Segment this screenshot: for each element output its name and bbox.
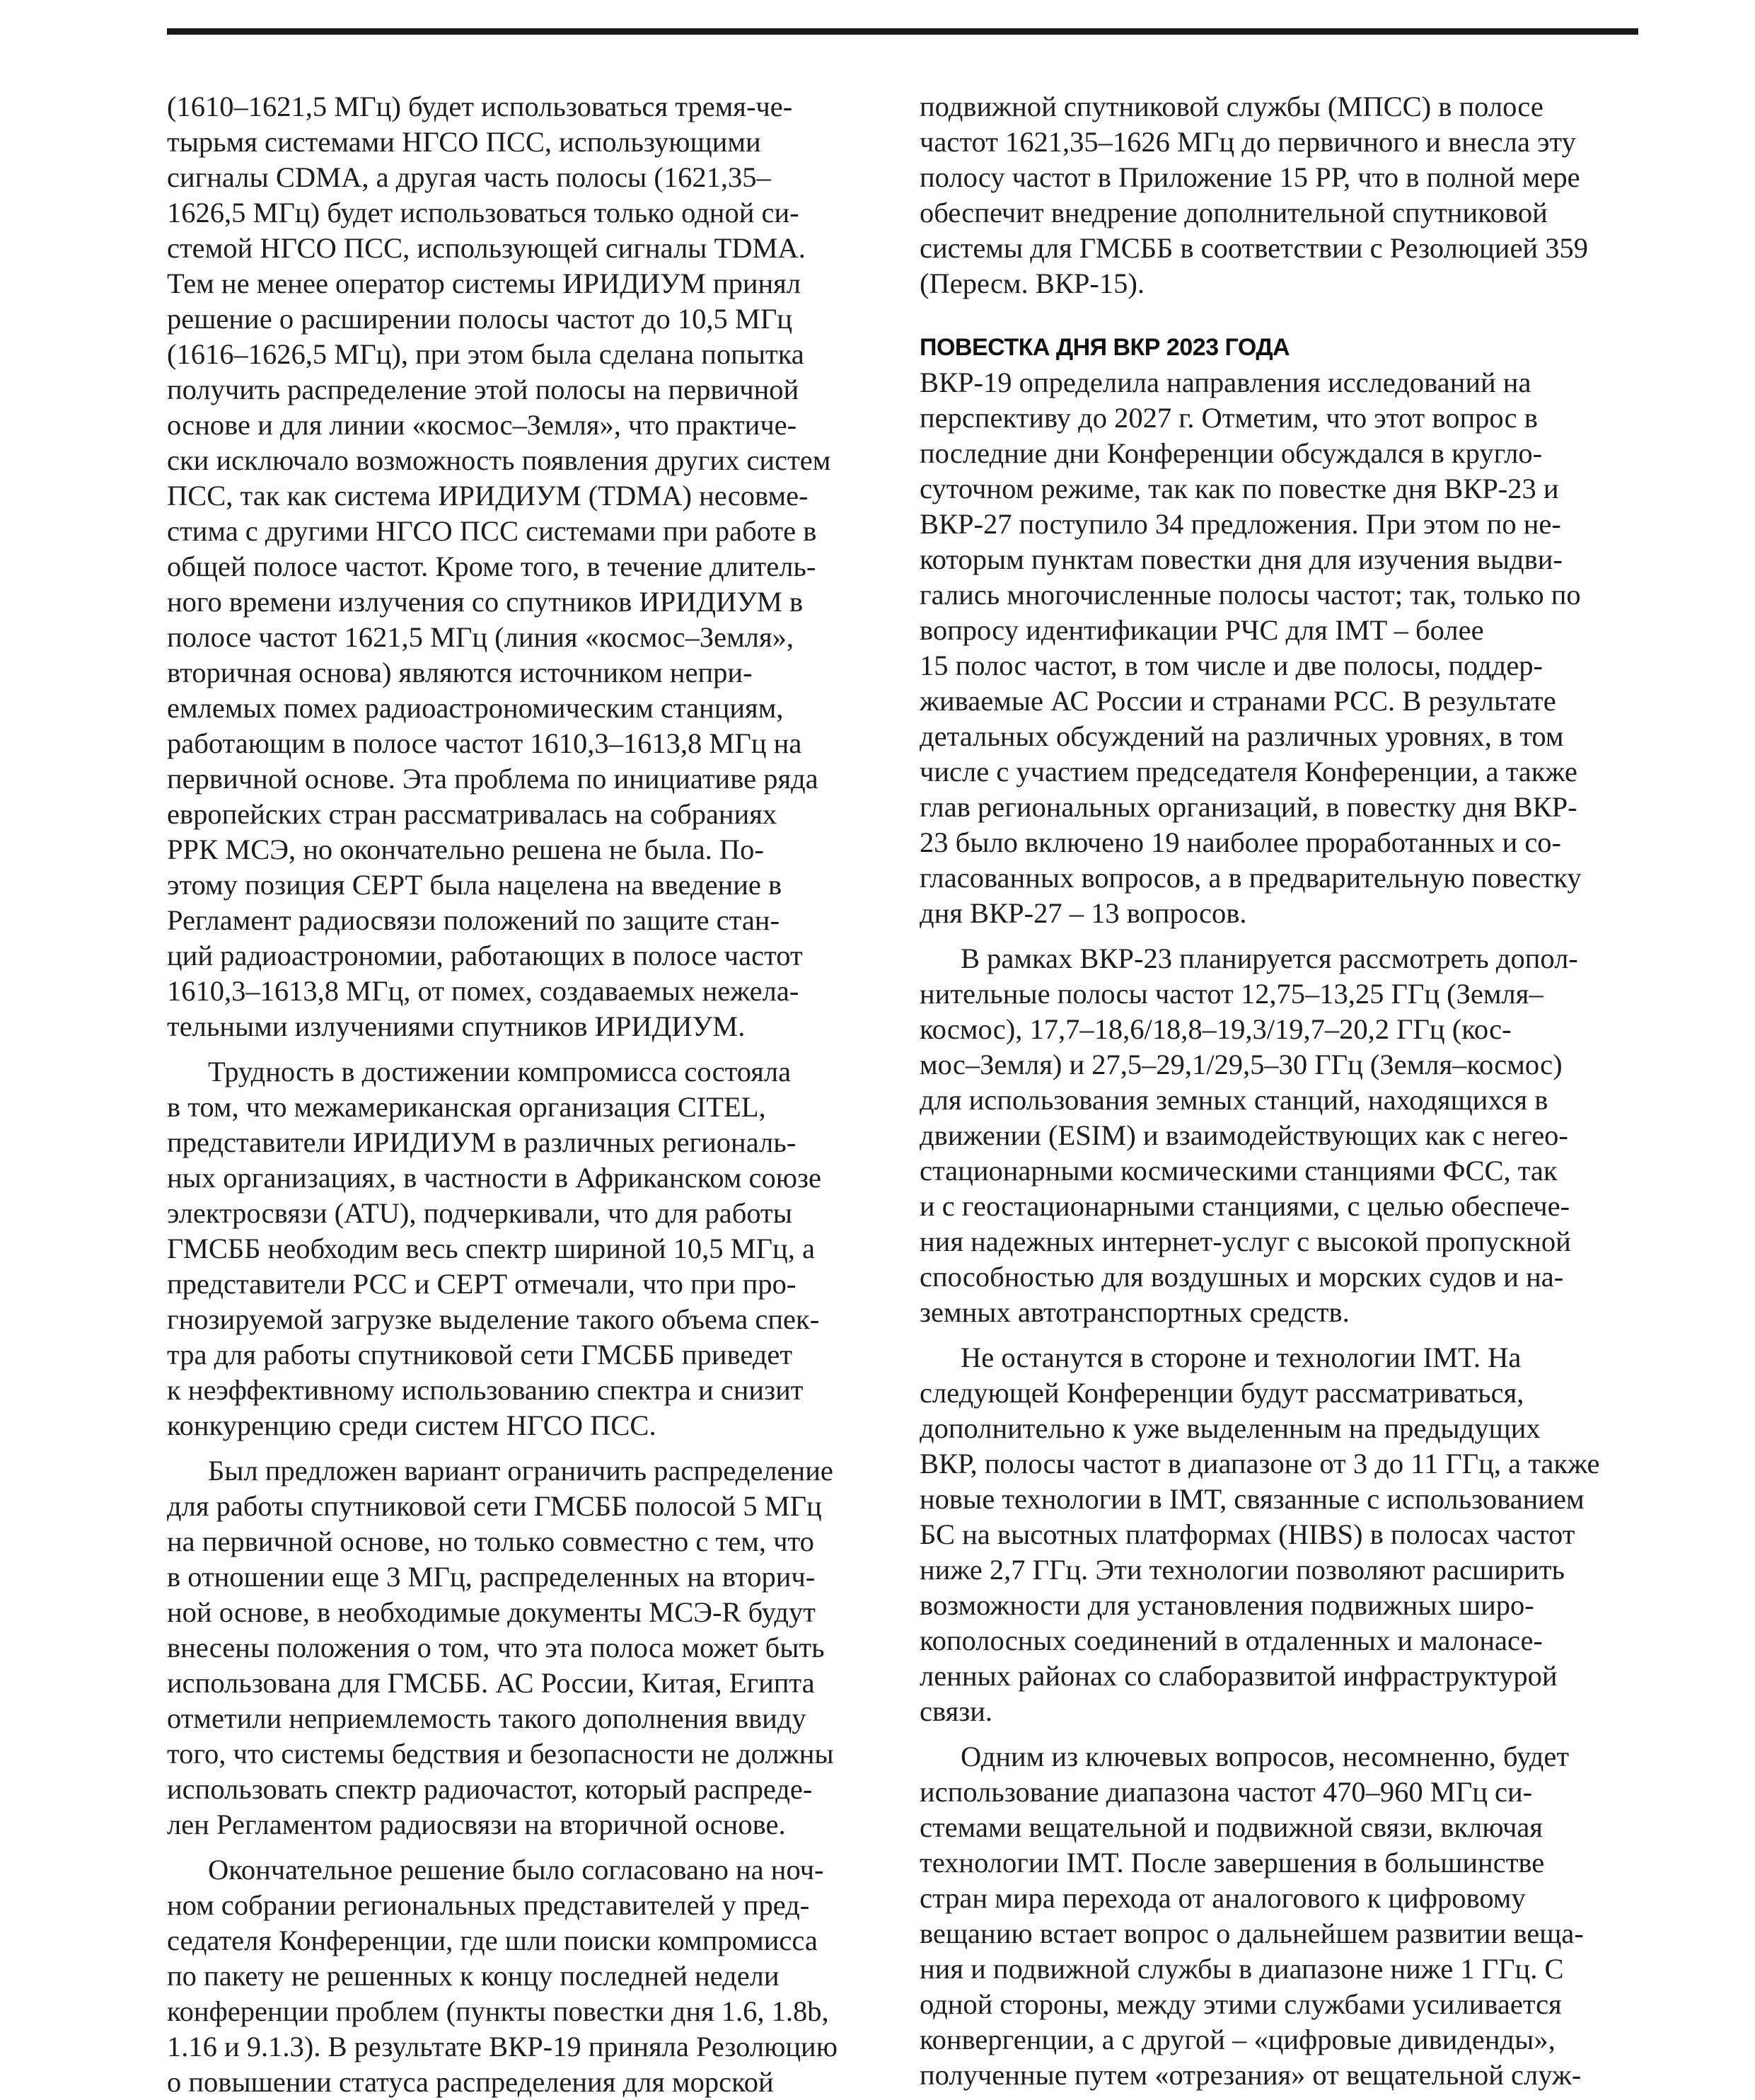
- text-line: того, что системы бедствия и безопасности не должны: [167, 1738, 834, 1770]
- text-line: связи.: [920, 1695, 992, 1727]
- text-line: дня ВКР-27 – 13 вопросов.: [920, 897, 1247, 929]
- text-line: ных организациях, в частности в Африканском союзе: [167, 1162, 821, 1194]
- section-heading: ПОВЕСТКА ДНЯ ВКР 2023 ГОДА: [920, 334, 1290, 361]
- text-line: стима с другими НГСО ПСС системами при работе в: [167, 515, 817, 547]
- text-line: ГМСББ необходим весь спектр шириной 10,5 МГц, а: [167, 1233, 815, 1264]
- text-line: числе с участием председателя Конференции, а также: [920, 756, 1577, 788]
- text-line: космос), 17,7–18,6/18,8–19,3/19,7–20,2 ГГц (кос-: [920, 1013, 1512, 1045]
- text-line: стемой НГСО ПСС, использующей сигналы TDMA.: [167, 232, 806, 264]
- text-line: на первичной основе, но только совместно с тем, что: [167, 1525, 814, 1557]
- text-line: и с геостационарными станциями, с целью обеспече-: [920, 1190, 1570, 1222]
- text-line: для работы спутниковой сети ГМСББ полосой 5 МГц: [167, 1490, 822, 1522]
- text-line: сигналы CDMA, а другая часть полосы (1621,35–: [167, 161, 771, 193]
- text-line: ного времени излучения со спутников ИРИДИУМ в: [167, 586, 804, 618]
- text-line: тырьмя системами НГСО ПСС, использующими: [167, 126, 761, 158]
- text-line: Трудность в достижении компромисса состояла: [208, 1056, 792, 1088]
- paragraph-spacer: [167, 1044, 888, 1054]
- text-line: в том, что межамериканская организация CITEL,: [167, 1091, 766, 1123]
- text-line: 1626,5 МГц) будет использоваться только одной си-: [167, 197, 799, 229]
- text-line: РРК МСЭ, но окончательно решена не была. По-: [167, 833, 764, 865]
- text-line: Не останутся в стороне и технологии IMT. На: [961, 1342, 1522, 1373]
- text-line: ВКР, полосы частот в диапазоне от 3 до 11 ГГц, а также: [920, 1448, 1600, 1479]
- paragraph: [920, 1340, 1641, 1729]
- text-line: ния надежных интернет-услуг с высокой пропускной: [920, 1225, 1571, 1257]
- text-line: движении (ESIM) и взаимодействующих как с негео-: [920, 1119, 1568, 1151]
- text-line: о повышении статуса распределения для морской: [167, 2066, 774, 2098]
- text-line: мос–Земля) и 27,5–29,1/29,5–30 ГГц (Земля–космос): [920, 1049, 1563, 1080]
- text-line: суточном режиме, так как по повестке дня ВКР-23 и: [920, 473, 1559, 504]
- text-line: живаемые АС России и странами РСС. В результате: [920, 685, 1556, 717]
- paragraph: [167, 89, 888, 1044]
- text-line: детальных обсуждений на различных уровнях, в том: [920, 720, 1564, 752]
- text-line: ном собрании региональных представителей у пред-: [167, 1889, 810, 1921]
- text-line: в отношении еще 3 МГц, распределенных на вторич-: [167, 1561, 816, 1593]
- paragraph: [920, 365, 1641, 931]
- text-line: возможности для установления подвижных широ-: [920, 1589, 1534, 1621]
- text-line: Тем не менее оператор системы ИРИДИУМ принял: [167, 267, 801, 299]
- text-line: седателя Конференции, где шли поиски компромисса: [167, 1925, 818, 1956]
- text-line: Регламент радиосвязи положений по защите стан-: [167, 904, 780, 936]
- text-line: глав региональных организаций, в повестку дня ВКР-: [920, 791, 1577, 823]
- text-line: Одним из ключевых вопросов, несомненно, будет: [961, 1741, 1570, 1772]
- text-line: технологии IMT. После завершения в большинстве: [920, 1847, 1545, 1879]
- text-line: ВКР-19 определила направления исследований на: [920, 367, 1531, 398]
- text-line: (1610–1621,5 МГц) будет использоваться тремя-че-: [167, 91, 793, 122]
- text-line: этому позиция СЕРТ была нацелена на введение в: [167, 869, 782, 901]
- text-line: представители ИРИДИУМ в различных региональ-: [167, 1126, 797, 1158]
- text-line: 23 было включено 19 наиболее проработанных и со-: [920, 826, 1562, 858]
- text-line: первичной основе. Эта проблема по инициативе ряда: [167, 763, 818, 795]
- text-line: полосе частот 1621,5 МГц (линия «космос–Земля»,: [167, 621, 794, 653]
- paragraph-spacer: [920, 1330, 1641, 1340]
- text-line: стран мира перехода от аналогового к цифровому: [920, 1882, 1526, 1914]
- text-line: Был предложен вариант ограничить распределение: [208, 1455, 833, 1487]
- text-line: ния и подвижной службы в диапазоне ниже 1 ГГц. С: [920, 1953, 1564, 1985]
- text-line: лен Регламентом радиосвязи на вторичной основе.: [167, 1808, 786, 1840]
- text-line: 1.16 и 9.1.3). В результате ВКР-19 приняла Резолюцию: [167, 2031, 838, 2062]
- text-line: использование диапазона частот 470–960 МГц си-: [920, 1776, 1533, 1808]
- text-line: вопросу идентификации РЧС для IMT – более: [920, 614, 1484, 646]
- text-line: конвергенции, а с другой – «цифровые дивиденды»,: [920, 2024, 1556, 2055]
- text-line: кополосных соединений в отдаленных и малонасе-: [920, 1625, 1543, 1656]
- text-line: конференции проблем (пункты повестки дня 1.6, 1.8b,: [167, 1995, 829, 2027]
- text-line: ной основе, в необходимые документы МСЭ-R будут: [167, 1596, 816, 1628]
- text-line: представители РСС и СЕРТ отмечали, что при про-: [167, 1268, 797, 1300]
- paragraph-spacer: [920, 931, 1641, 941]
- text-line: электросвязи (ATU), подчеркивали, что для работы: [167, 1197, 792, 1229]
- text-line: обеспечит внедрение дополнительной спутниковой: [920, 197, 1548, 229]
- text-line: тра для работы спутниковой сети ГМСББ приведет: [167, 1339, 793, 1371]
- paragraph-spacer: [167, 1842, 888, 1852]
- text-line: ленных районах со слаборазвитой инфраструктурой: [920, 1660, 1558, 1692]
- text-line: В рамках ВКР-23 планируется рассмотреть допол-: [961, 942, 1578, 974]
- text-line: дополнительно к уже выделенным на предыдущих: [920, 1412, 1541, 1444]
- text-line: 15 полос частот, в том числе и две полосы, поддер-: [920, 650, 1543, 681]
- text-line: новые технологии в IMT, связанные с использованием: [920, 1483, 1585, 1515]
- paragraph-spacer: [920, 1729, 1641, 1739]
- text-line: основе и для линии «космос–Земля», что практиче-: [167, 409, 797, 441]
- left-column: [167, 89, 888, 2100]
- top-rule: [167, 28, 1638, 35]
- text-line: БС на высотных платформах (HIBS) в полосах частот: [920, 1518, 1575, 1550]
- text-line: общей полосе частот. Кроме того, в течение длитель-: [167, 550, 816, 582]
- text-line: следующей Конференции будут рассматриваться,: [920, 1377, 1524, 1409]
- text-line: получить распределение этой полосы на первичной: [167, 374, 799, 405]
- text-line: гались многочисленные полосы частот; так, только по: [920, 579, 1581, 611]
- paragraph: [920, 1739, 1641, 2093]
- text-line: отметили неприемлемость такого дополнения ввиду: [167, 1702, 806, 1734]
- text-line: ПСС, так как система ИРИДИУМ (TDMA) несовме-: [167, 480, 809, 512]
- right-intro-paragraph: [920, 89, 1641, 301]
- text-line: перспективу до 2027 г. Отметим, что этот вопрос в: [920, 402, 1538, 434]
- text-line: работающим в полосе частот 1610,3–1613,8 МГц на: [167, 727, 802, 759]
- text-line: для использования земных станций, находящихся в: [920, 1084, 1548, 1116]
- text-line: по пакету не решенных к концу последней недели: [167, 1960, 780, 1992]
- text-line: вторичная основа) являются источником непри-: [167, 657, 753, 688]
- text-line: (Пересм. ВКР-15).: [920, 267, 1145, 299]
- text-line: стемами вещательной и подвижной связи, включая: [920, 1811, 1543, 1843]
- text-line: внесены положения о том, что эта полоса может быть: [167, 1632, 825, 1663]
- paragraph: [167, 1054, 888, 1443]
- text-line: европейских стран рассматривалась на собраниях: [167, 798, 777, 830]
- text-line: нительные полосы частот 12,75–13,25 ГГц (Земля–: [920, 978, 1543, 1010]
- right-column: [920, 89, 1641, 2093]
- text-line: использовать спектр радиочастот, который распреде-: [167, 1773, 813, 1805]
- text-line: способностью для воздушных и морских судов и на-: [920, 1261, 1564, 1293]
- text-line: емлемых помех радиоастрономическим станциям,: [167, 692, 784, 724]
- text-line: системы для ГМСББ в соответствии с Резолюцией 359: [920, 232, 1588, 264]
- text-line: (1616–1626,5 МГц), при этом была сделана попытка: [167, 338, 804, 370]
- text-line: полосу частот в Приложение 15 РР, что в полной мере: [920, 161, 1580, 193]
- text-line: решение о расширении полосы частот до 10,5 МГц: [167, 303, 792, 335]
- text-line: ски исключало возможность появления других систем: [167, 444, 831, 476]
- text-line: конкуренцию среди систем НГСО ПСС.: [167, 1409, 656, 1441]
- text-line: к неэффективному использованию спектра и снизит: [167, 1374, 804, 1406]
- text-line: использована для ГМСББ. АС России, Китая, Египта: [167, 1667, 815, 1699]
- text-line: Окончательное решение было согласовано на ноч-: [208, 1854, 824, 1886]
- text-line: последние дни Конференции обсуждался в кругло-: [920, 437, 1543, 469]
- text-line: одной стороны, между этими службами усиливается: [920, 1988, 1562, 2020]
- text-line: вещанию встает вопрос о дальнейшем развитии веща-: [920, 1917, 1584, 1949]
- paragraph-spacer: [167, 1443, 888, 1453]
- text-line: гнозируемой загрузке выделение такого объема спек-: [167, 1303, 820, 1335]
- text-line: 1610,3–1613,8 МГц, от помех, создаваемых нежела-: [167, 975, 799, 1007]
- text-line: гласованных вопросов, а в предварительную повестку: [920, 862, 1582, 894]
- paragraph: [920, 941, 1641, 1330]
- text-line: земных автотранспортных средств.: [920, 1296, 1350, 1328]
- text-line: ВКР-27 поступило 34 предложения. При этом по не-: [920, 508, 1561, 540]
- text-line: ций радиоастрономии, работающих в полосе частот: [167, 940, 803, 971]
- paragraph: [167, 1852, 888, 2100]
- text-line: полученные путем «отрезания» от вещательной служ-: [920, 2059, 1582, 2091]
- text-line: которым пунктам повестки дня для изучения выдви-: [920, 543, 1563, 575]
- text-line: подвижной спутниковой службы (МПСС) в полосе: [920, 91, 1543, 122]
- paragraph: [167, 1453, 888, 1842]
- text-line: ниже 2,7 ГГц. Эти технологии позволяют расширить: [920, 1554, 1565, 1586]
- text-line: тельными излучениями спутников ИРИДИУМ.: [167, 1010, 746, 1042]
- text-line: частот 1621,35–1626 МГц до первичного и внесла эту: [920, 126, 1576, 158]
- text-line: стационарными космическими станциями ФСС, так: [920, 1155, 1558, 1187]
- right-body: [920, 365, 1641, 2093]
- section-spacer: [920, 301, 1641, 330]
